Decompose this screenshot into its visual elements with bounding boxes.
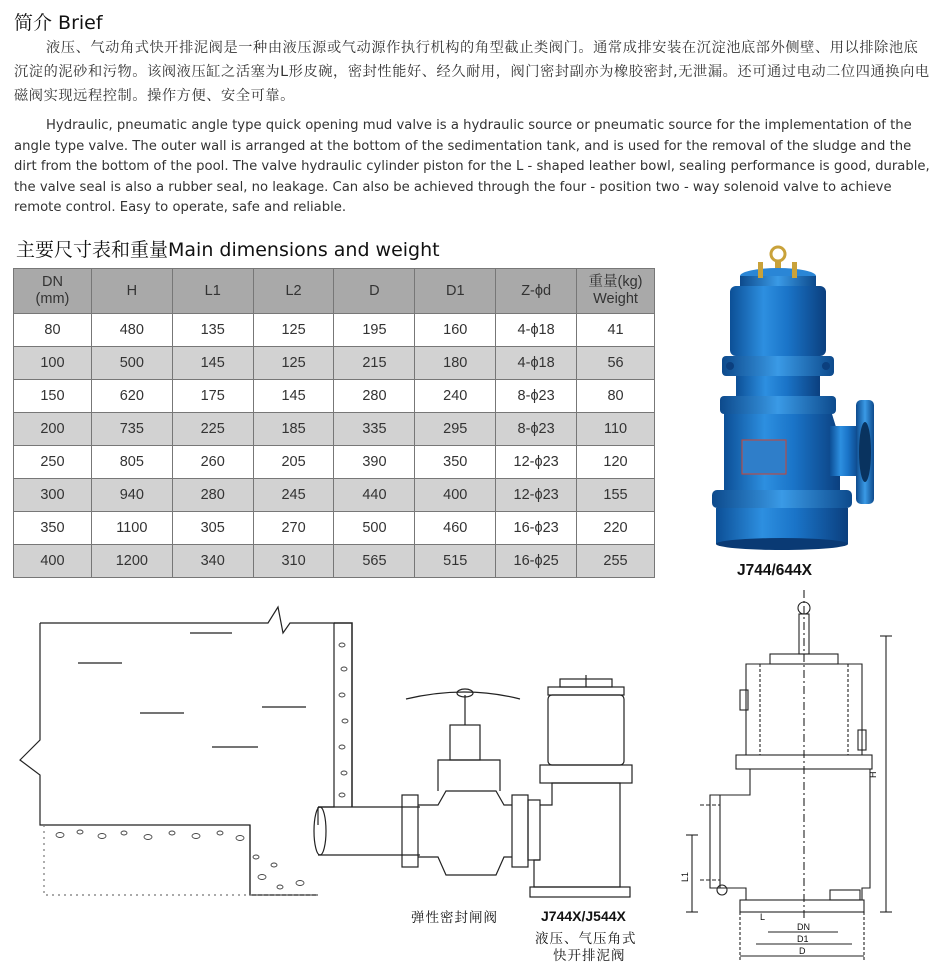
cell: 225 — [172, 413, 253, 446]
cell: 4-ϕ18 — [496, 347, 577, 380]
cell: 180 — [415, 347, 496, 380]
cell: 390 — [334, 446, 415, 479]
mud-valve-type-label: 液压、气压角式 — [535, 931, 637, 947]
cell: 310 — [253, 545, 334, 578]
cell: 335 — [334, 413, 415, 446]
table-row — [14, 347, 655, 380]
header-z-phi-d: Z-ϕd — [496, 269, 577, 314]
installation-diagram — [0, 595, 700, 925]
cell: 350 — [415, 446, 496, 479]
cell: 145 — [172, 347, 253, 380]
dimensions-table — [13, 268, 655, 578]
intro-english-paragraph: Hydraulic, pneumatic angle type quick opening mud valve is a hydraulic source or pneumatic source for the implementation of the angle type valve. The outer wall is arranged at the bottom of the sedimentation tank, and is used for the removal of the sludge and the dirt from the bottom of the pool. The valve hydraulic cylinder piston for the L - shaped leather bowl, sealing performance is good, durable, the valve seal is also a rubber seal, no leakage. Can also be achieved through the four - position two - way solenoid valve to achieve remote control. Easy to operate, safe and reliable. — [14, 118, 930, 215]
photo-caption: J744/644X — [737, 562, 812, 579]
cell: 110 — [577, 413, 655, 446]
header-weight: 重量(kg) Weight — [577, 269, 655, 314]
cell: 940 — [91, 479, 172, 512]
cell: 500 — [91, 347, 172, 380]
dimension-label-l: L — [760, 912, 766, 922]
cell: 515 — [415, 545, 496, 578]
header-d1: D1 — [415, 269, 496, 314]
table-row — [14, 512, 655, 545]
cell: 240 — [415, 380, 496, 413]
cell: 295 — [415, 413, 496, 446]
cell: 16-ϕ25 — [496, 545, 577, 578]
cell: 565 — [334, 545, 415, 578]
cell: 205 — [253, 446, 334, 479]
mud-valve-model-label: J744X/J544X — [541, 908, 626, 924]
cell: 80 — [577, 380, 655, 413]
cell: 270 — [253, 512, 334, 545]
table-row — [14, 446, 655, 479]
cell: 280 — [172, 479, 253, 512]
dimension-label-h: H — [868, 771, 878, 778]
section-title-brief: 简介 Brief — [14, 12, 103, 34]
cell: 305 — [172, 512, 253, 545]
cell: 80 — [14, 314, 92, 347]
cell: 350 — [14, 512, 92, 545]
cell: 41 — [577, 314, 655, 347]
cell: 200 — [14, 413, 92, 446]
header-l2: L2 — [253, 269, 334, 314]
cell: 400 — [415, 479, 496, 512]
cell: 185 — [253, 413, 334, 446]
cell: 245 — [253, 479, 334, 512]
cell: 280 — [334, 380, 415, 413]
dimension-label-dn: DN — [797, 922, 810, 932]
table-row — [14, 314, 655, 347]
dimension-label-d: D — [799, 946, 806, 956]
intro-chinese-paragraph: 液压、气动角式快开排泥阀是一种由液压源或气动源作执行机构的角型截止类阀门。通常成排安装在沉淀池底部外侧壁、用以排除池底沉淀的泥砂和污物。该阀液压缸之活塞为L形皮碗，密封性能好、经久耐用，阀门密封副亦为橡胶密封,无泄漏。还可通过电动二位四通换向电磁阀实现远程控制。操作方便、安全可靠。 — [14, 40, 930, 104]
cell: 120 — [577, 446, 655, 479]
cell: 260 — [172, 446, 253, 479]
cell: 56 — [577, 347, 655, 380]
dimension-label-d1: D1 — [797, 934, 809, 944]
header-h: H — [91, 269, 172, 314]
cell: 12-ϕ23 — [496, 479, 577, 512]
cell: 125 — [253, 314, 334, 347]
valve-photo — [700, 240, 900, 560]
cell: 8-ϕ23 — [496, 413, 577, 446]
cell: 400 — [14, 545, 92, 578]
table-row — [14, 545, 655, 578]
cell: 300 — [14, 479, 92, 512]
cell: 480 — [91, 314, 172, 347]
cell: 500 — [334, 512, 415, 545]
cell: 135 — [172, 314, 253, 347]
cell: 440 — [334, 479, 415, 512]
cell: 145 — [253, 380, 334, 413]
cell: 805 — [91, 446, 172, 479]
header-l1: L1 — [172, 269, 253, 314]
gate-valve-label: 弹性密封闸阀 — [411, 910, 498, 926]
cell: 16-ϕ23 — [496, 512, 577, 545]
cell: 125 — [253, 347, 334, 380]
table-header-row — [14, 269, 655, 314]
cell: 735 — [91, 413, 172, 446]
cell: 1100 — [91, 512, 172, 545]
header-dn: DN (mm) — [14, 269, 92, 314]
cell: 175 — [172, 380, 253, 413]
cell: 8-ϕ23 — [496, 380, 577, 413]
dimension-drawing — [680, 590, 920, 970]
cell: 620 — [91, 380, 172, 413]
cell: 12-ϕ23 — [496, 446, 577, 479]
cell: 215 — [334, 347, 415, 380]
cell: 340 — [172, 545, 253, 578]
table-title: 主要尺寸表和重量Main dimensions and weight — [16, 239, 440, 261]
cell: 155 — [577, 479, 655, 512]
cell: 100 — [14, 347, 92, 380]
cell: 255 — [577, 545, 655, 578]
cell: 220 — [577, 512, 655, 545]
header-d: D — [334, 269, 415, 314]
cell: 195 — [334, 314, 415, 347]
mud-valve-name-label: 快开排泥阀 — [553, 948, 626, 964]
cell: 1200 — [91, 545, 172, 578]
cell: 460 — [415, 512, 496, 545]
cell: 160 — [415, 314, 496, 347]
cell: 250 — [14, 446, 92, 479]
table-row — [14, 380, 655, 413]
dimension-label-l1: L1 — [680, 871, 690, 882]
cell: 150 — [14, 380, 92, 413]
table-row — [14, 413, 655, 446]
table-row — [14, 479, 655, 512]
cell: 4-ϕ18 — [496, 314, 577, 347]
